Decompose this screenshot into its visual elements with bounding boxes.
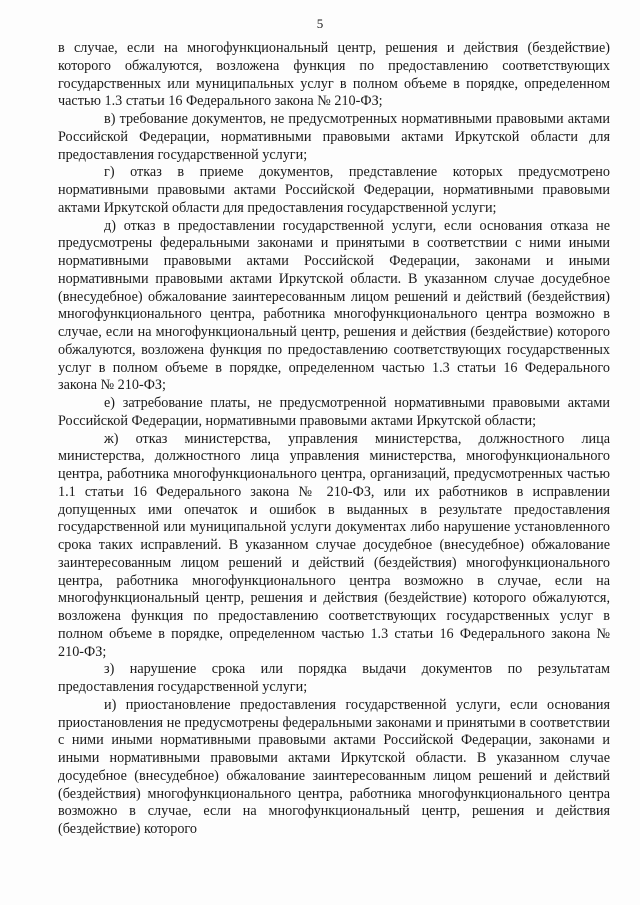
paragraph-item-d: д) отказ в предоставлении государственной услуги, если основания отказа не предусмотрены федеральными законами и принятыми в соответствии с ними иными нормативными правовыми актами Российской Федерации, законами и иными нормативными правовыми актами Иркутской области. В указанном случае досудебное (внесудебное) обжалование заинтересованным лицом решений и действий (бездействия) многофункционального центра, работника многофункционального центра возможно в случае, если на многофункциональный центр, решения и действия (бездействие) которого обжалуются, возложена функция по предоставлению соответствующих государственных услуг в полном объеме в порядке, определенном частью 1.3 статьи 16 Федерального закона № 210-ФЗ; <box>58 217 610 394</box>
paragraph-item-e: е) затребование платы, не предусмотренной нормативными правовыми актами Российской Федерации, нормативными правовыми актами Иркутской области; <box>58 395 610 429</box>
paragraph-item-i: и) приостановление предоставления государственной услуги, если основания приостановления не предусмотрены федеральными законами и принятыми в соответствии с ними иными нормативными правовыми актами Российской Федерации, законами и иными нормативными правовыми актами Иркутской области. В указанном случае досудебное (внесудебное) обжалование заинтересованным лицом решений и действий (бездействия) многофункционального центра, работника многофункционального центра возможно в случае, если на многофункциональный центр, решения и действия (бездействие) которого <box>58 696 610 837</box>
paragraph-item-g: г) отказ в приеме документов, представление которых предусмотрено нормативными правовыми актами Российской Федерации, нормативными правовыми актами Иркутской области для предоставления государственной услуги; <box>58 164 610 216</box>
paragraph-item-zh: ж) отказ министерства, управления министерства, должностного лица министерства, должностного лица управления министерства, многофункционального центра, работника многофункционального центра, организаций, предусмотренных частью 1.1 статьи 16 Федерального закона № 210-ФЗ, или их работников в исправлении допущенных ими опечаток и ошибок в выданных в результате предоставления государственной или муниципальной услуги документах либо нарушение установленного срока таких исправлений. В указанном случае досудебное (внесудебное) обжалование заинтересованным лицом решений и действий (бездействия) многофункционального центра, работника многофункционального центра возможно в случае, если на многофункциональный центр, решения и действия (бездействие) которого обжалуются, возложена функция по предоставлению соответствующих государственных услуг в полном объеме в порядке, определенном частью 1.3 статьи 16 Федерального закона № 210-ФЗ; <box>58 430 610 660</box>
page-number: 5 <box>316 16 324 31</box>
paragraph-continuation: в случае, если на многофункциональный центр, решения и действия (бездействие) которого обжалуются, возложена функция по предоставлению соответствующих государственных или муниципальных услуг в полном объеме в порядке, определенном частью 1.3 статьи 16 Федерального закона № 210-ФЗ; <box>58 40 610 110</box>
paragraph-item-v: в) требование документов, не предусмотренных нормативными правовыми актами Российской Федерации, нормативными правовыми актами Иркутской области для предоставления государственной услуги; <box>58 111 610 163</box>
document-body <box>58 40 610 839</box>
paragraph-item-z: з) нарушение срока или порядка выдачи документов по результатам предоставления государственной услуги; <box>58 661 610 695</box>
